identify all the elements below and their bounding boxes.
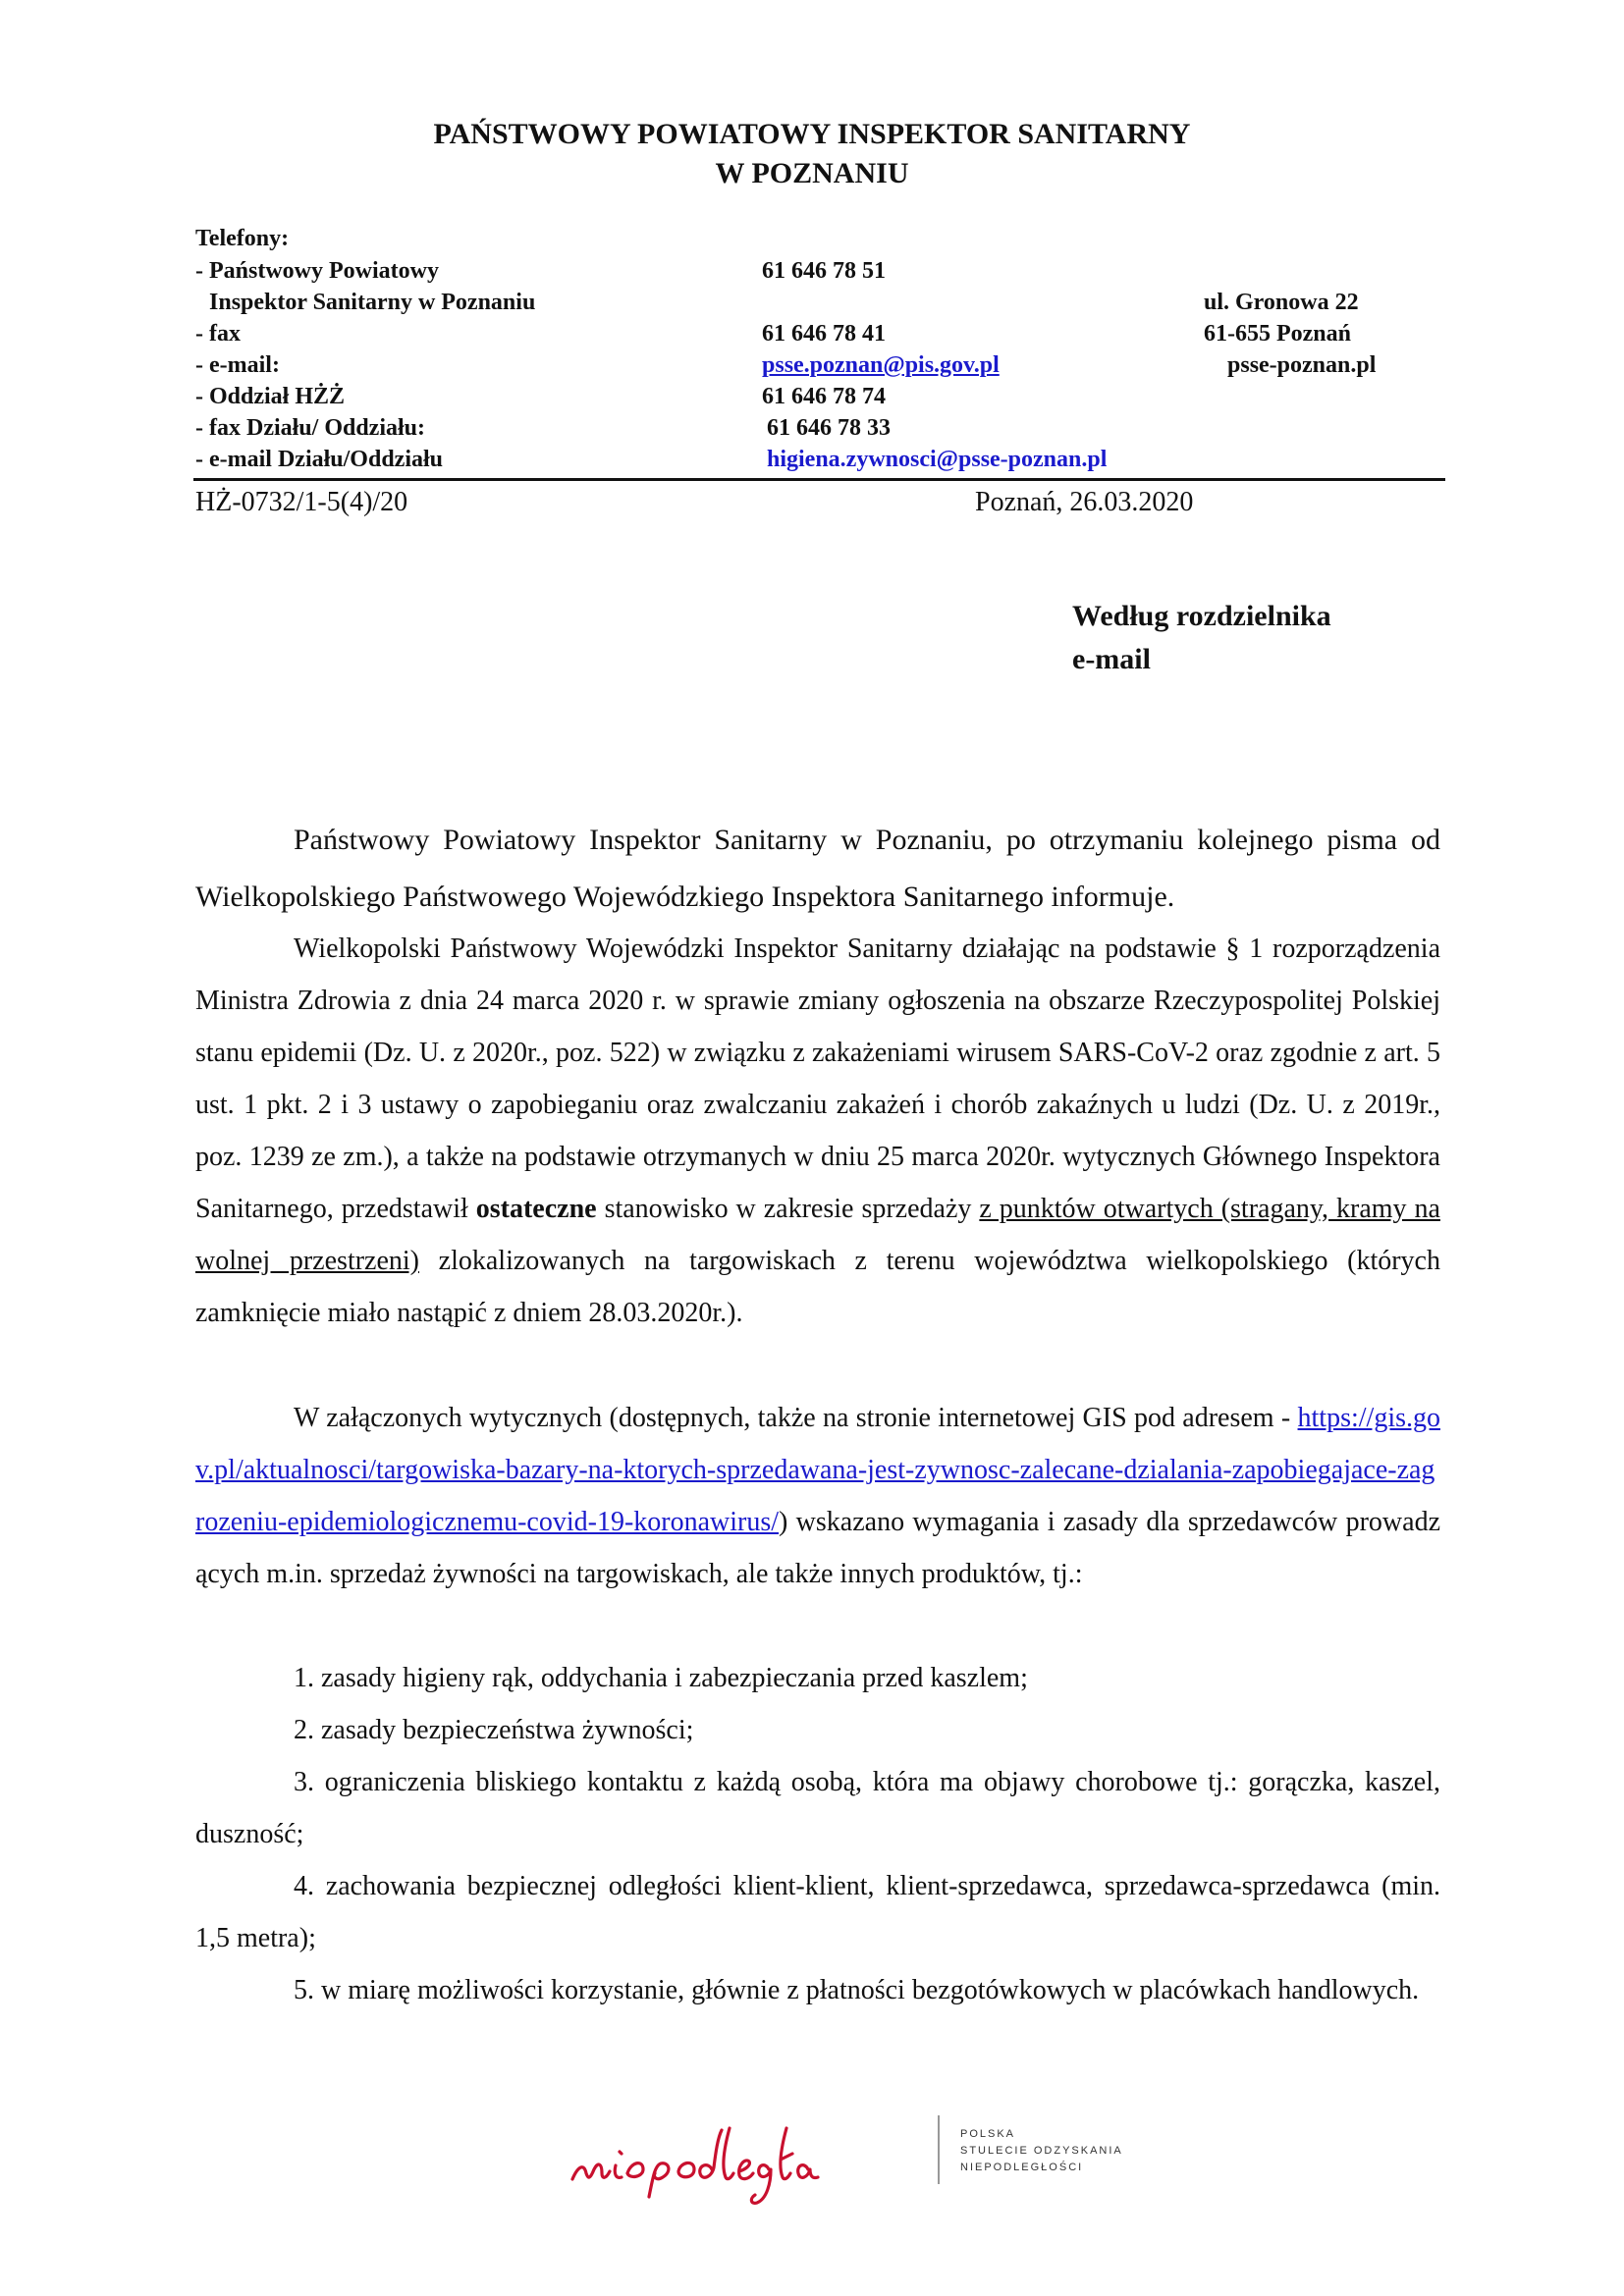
paragraph-guidelines-text-a: W załączonych wytycznych (dostępnych, także na stronie internetowej GIS pod adresem - <box>294 1403 1298 1433</box>
list-item-3: 3. ograniczenia bliskiego kontaktu z każdą osobą, która ma objawy chorobowe tj.: gorączka, kaszel, duszność; <box>195 1767 1440 1849</box>
recipient-line1: Według rozdzielnika <box>1072 600 1331 632</box>
contacts-title: Telefony: <box>195 226 290 251</box>
footer-caption-line1: POLSKA <box>960 2128 1016 2140</box>
niepodlegla-logo <box>565 2109 918 2207</box>
header-divider <box>193 478 1445 481</box>
contact-email-link[interactable]: psse.poznan@pis.gov.pl <box>762 352 1000 378</box>
contact-label-department-fax: - fax Działu/ Oddziału: <box>195 415 426 441</box>
contact-value-department-fax: 61 646 78 33 <box>767 415 891 441</box>
list-item-5: 5. w miarę możliwości korzystanie, głównie z płatności bezgotówkowych w placówkach handlowych. <box>294 1975 1420 2005</box>
contact-label-department: - Oddział HŻŻ <box>195 384 346 409</box>
contact-value-fax: 61 646 78 41 <box>762 321 886 347</box>
contact-value-department: 61 646 78 74 <box>762 384 886 409</box>
contact-value-department-email[interactable]: higiena.zywnosci@psse-poznan.pl <box>767 447 1108 472</box>
paragraph-position-text-c: zlokalizowanych na targowiskach z terenu województwa wielkopolskiego (których zamknięcie miało nastąpić z dniem 28.03.2020r.). <box>195 1246 1440 1328</box>
paragraph-guidelines-text-b: ) wskazano wymagania i zasady dla sprzedawców prowadzących m.in. sprzedaż żywności na targowiskach, ale także innych produktów, tj.: <box>195 1507 1440 1589</box>
paragraph-guidelines <box>195 1392 1440 1600</box>
footer-caption-line2: STULECIE ODZYSKANIA <box>960 2145 1123 2157</box>
recipient-line2: e-mail <box>1072 643 1151 675</box>
contact-label-fax: - fax <box>195 321 241 347</box>
paragraph-position-bold: ostateczne <box>475 1194 597 1224</box>
address-website: psse-poznan.pl <box>1227 352 1377 378</box>
paragraph-position-underlined: z punktów otwartych (stragany, kramy na wolnej przestrzeni) <box>195 1194 1440 1276</box>
niepodlegla-script-icon <box>565 2109 918 2207</box>
office-title-line2: W POZNANIU <box>715 157 909 189</box>
document-reference-number: HŻ-0732/1-5(4)/20 <box>195 487 408 517</box>
contact-value-inspector: 61 646 78 51 <box>762 258 886 284</box>
footer-separator <box>938 2115 940 2184</box>
paragraph-position-text-b: stanowisko w zakresie sprzedaży <box>596 1194 980 1224</box>
office-title-line1: PAŃSTWOWY POWIATOWY INSPEKTOR SANITARNY <box>433 118 1191 150</box>
gis-guidelines-link[interactable]: https://gis.gov.pl/aktualnosci/targowiska-bazary-na-ktorych-sprzedawana-jest-zywnosc-zalecane-dzialania-zapobiegajace-zagrozeniu-epidemiologicznemu-covid-19-koronawirus/ <box>195 1403 1440 1537</box>
list-item-4: 4. zachowania bezpiecznej odległości klient-klient, klient-sprzedawca, sprzedawca-sprzedawca (min. 1,5 metra); <box>195 1871 1440 1953</box>
paragraph-position-text-a: Wielkopolski Państwowy Wojewódzki Inspektor Sanitarny działając na podstawie § 1 rozporządzenia Ministra Zdrowia z dnia 24 marca 2020 r. w sprawie zmiany ogłoszenia na obszarze Rzeczypospolitej Polskiej stanu epidemii (Dz. U. z 2020r., poz. 522) w związku z zakażeniami wirusem SARS-CoV-2 oraz zgodnie z art. 5 ust. 1 pkt. 2 i 3 ustawy o zapobieganiu oraz zwalczaniu zakażeń i chorób zakaźnych u ludzi (Dz. U. z 2019r., poz. 1239 ze zm.), a także na podstawie otrzymanych w dniu 25 marca 2020r. wytycznych Głównego Inspektora Sanitarnego, przedstawił <box>195 934 1440 1224</box>
contact-label-email: - e-mail: <box>195 352 280 378</box>
paragraph-position <box>195 923 1440 1339</box>
contact-label-department-email: - e-mail Działu/Oddziału <box>195 447 443 472</box>
paragraph-intro: Państwowy Powiatowy Inspektor Sanitarny w Poznaniu, po otrzymaniu kolejnego pisma od Wielkopolskiego Państwowego Wojewódzkiego Inspektora Sanitarnego informuje. <box>195 824 1440 913</box>
contact-label-inspector-cont: Inspektor Sanitarny w Poznaniu <box>209 290 536 315</box>
contact-label-inspector: - Państwowy Powiatowy <box>195 258 439 284</box>
list-item-2: 2. zasady bezpieczeństwa żywności; <box>294 1715 694 1745</box>
footer-caption-line3: NIEPODLEGŁOŚCI <box>960 2162 1084 2173</box>
address-street: ul. Gronowa 22 <box>1204 290 1359 315</box>
place-and-date: Poznań, 26.03.2020 <box>975 487 1194 517</box>
list-item-1: 1. zasady higieny rąk, oddychania i zabezpieczania przed kaszlem; <box>294 1663 1028 1693</box>
address-city: 61-655 Poznań <box>1204 321 1351 347</box>
